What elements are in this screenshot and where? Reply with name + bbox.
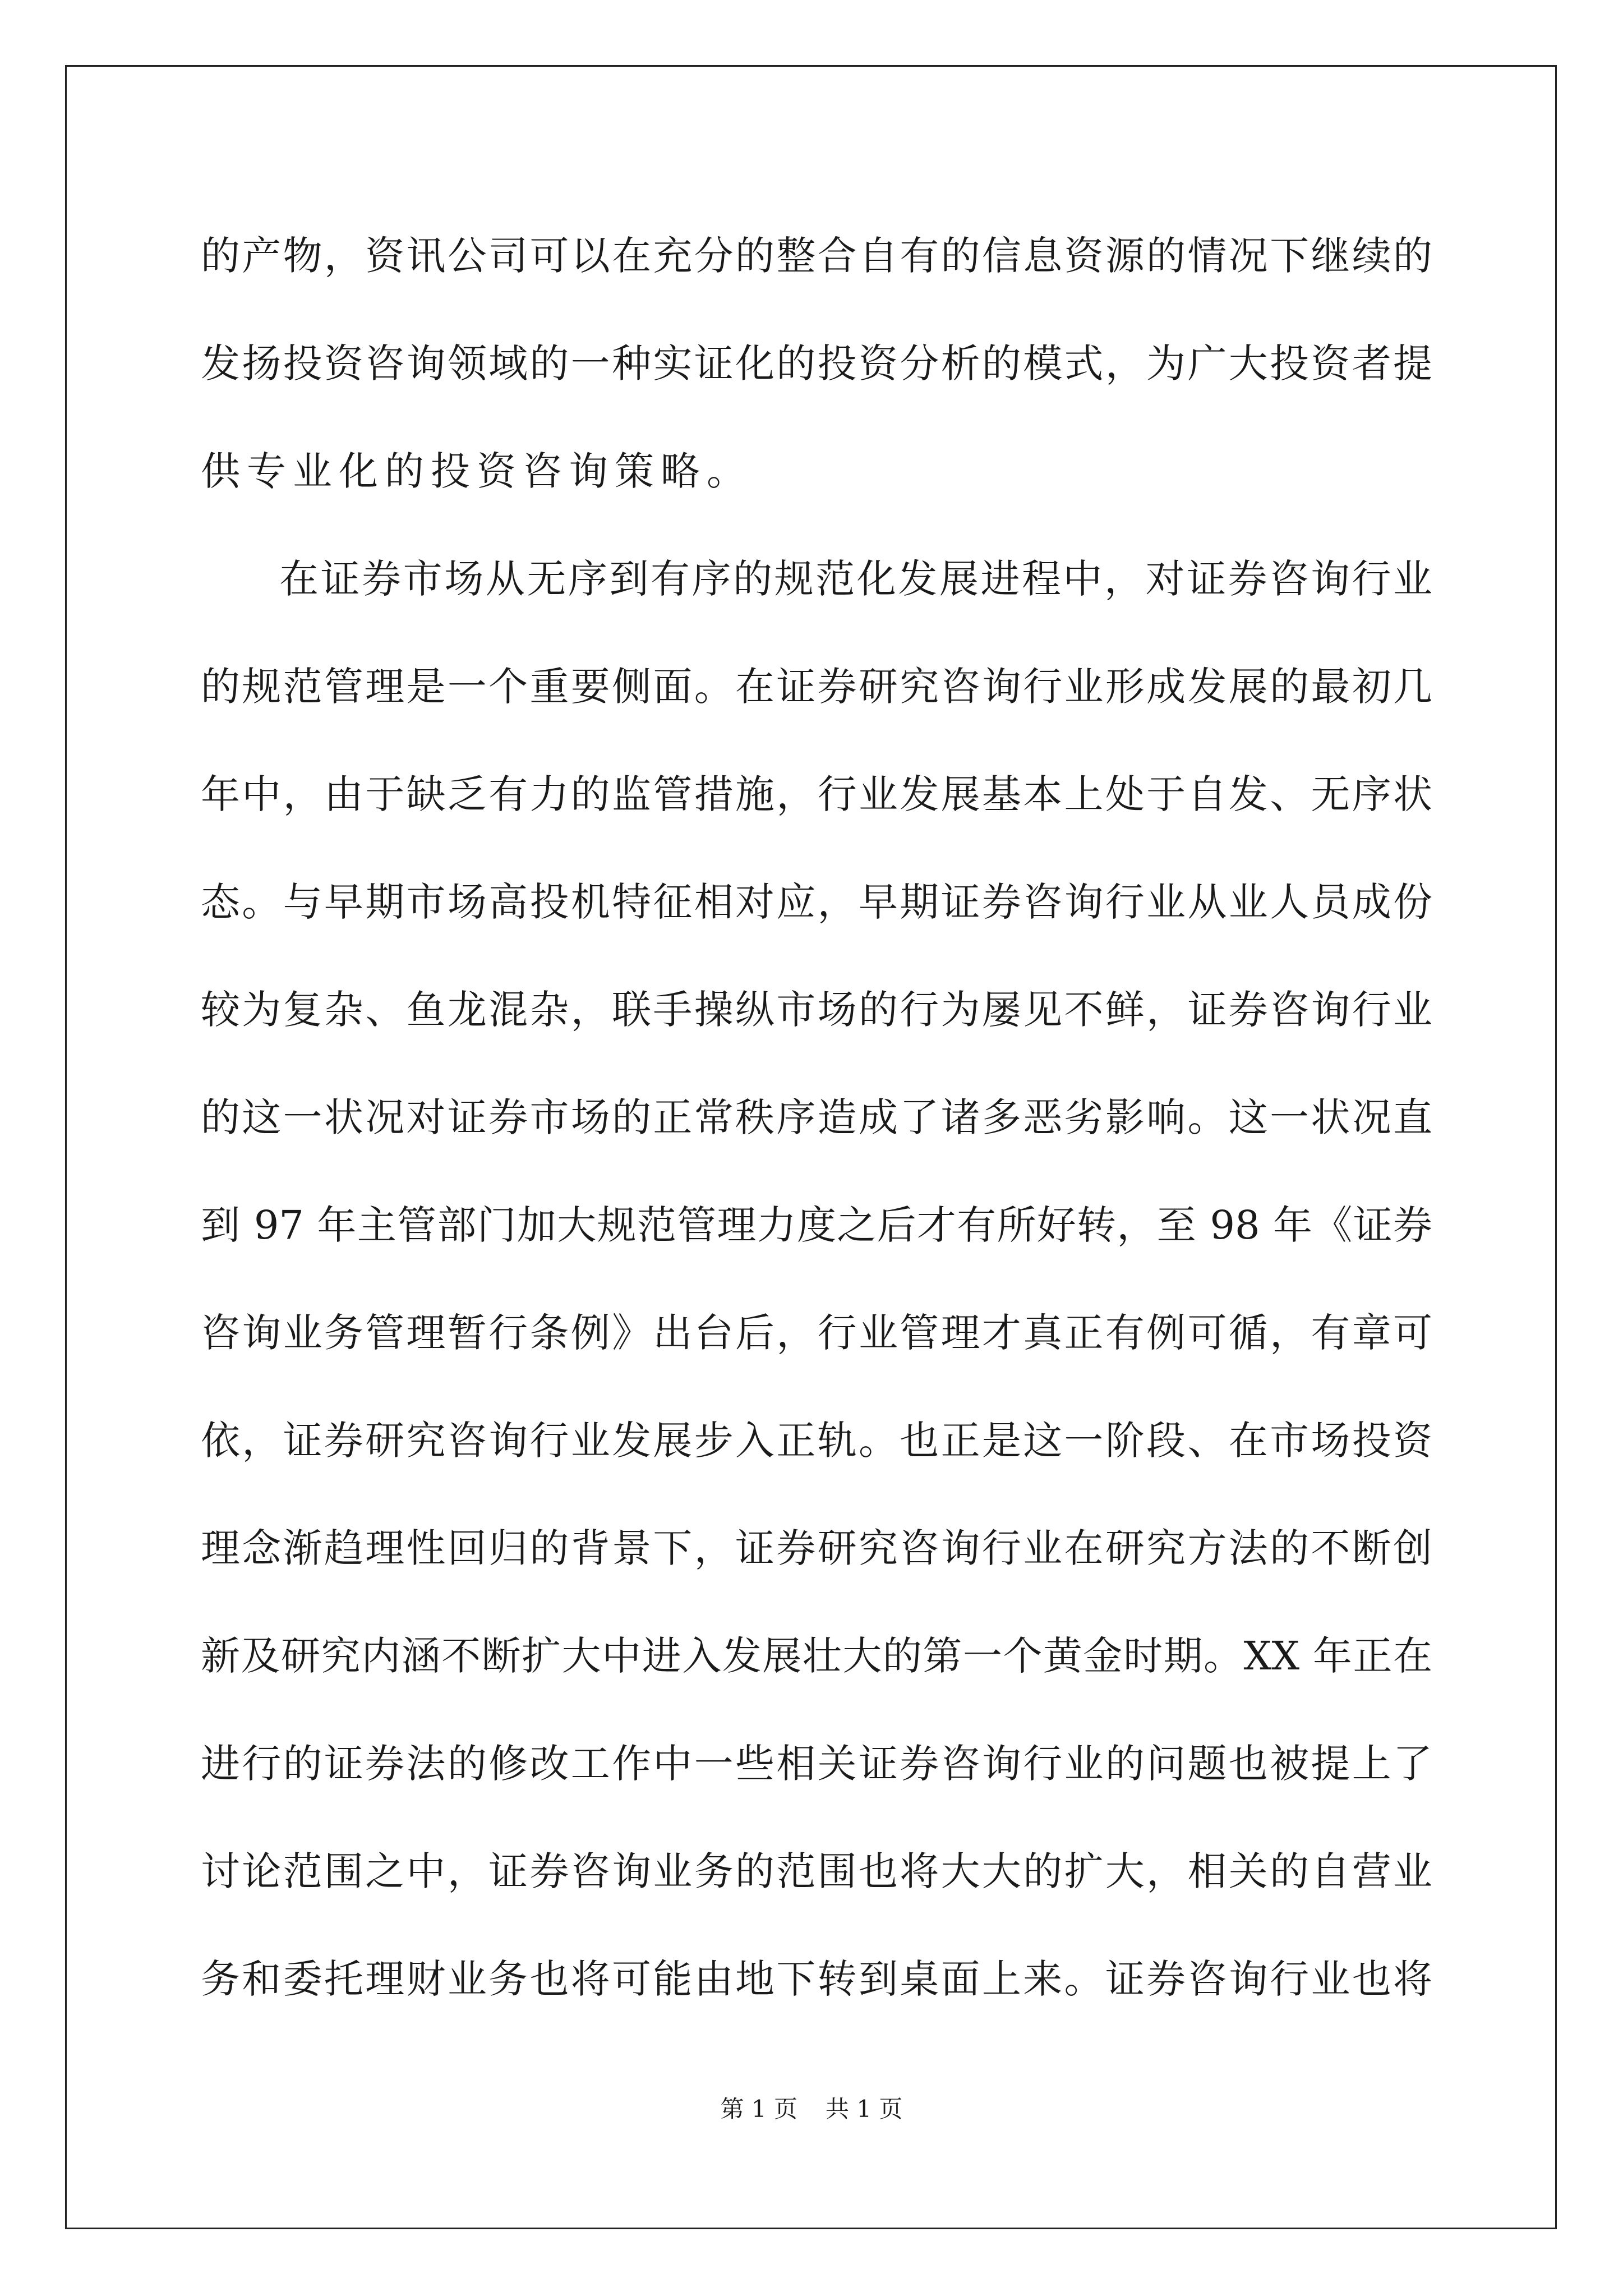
text-line: 态。与早期市场高投机特征相对应，早期证券咨询行业从业人员成份 bbox=[201, 879, 1432, 925]
text-line: 在证券市场从无序到有序的规范化发展进程中，对证券咨询行业 bbox=[279, 556, 1432, 602]
page-footer bbox=[0, 2095, 1623, 2123]
text-line: 依，证券研究咨询行业发展步入正轨。也正是这一阶段、在市场投资 bbox=[201, 1418, 1432, 1464]
text-line: 新及研究内涵不断扩大中进入发展壮大的第一个黄金时期。XX 年正在 bbox=[201, 1633, 1432, 1679]
text-line: 进行的证券法的修改工作中一些相关证券咨询行业的问题也被提上了 bbox=[201, 1741, 1432, 1787]
text-line: 的规范管理是一个重要侧面。在证券研究咨询行业形成发展的最初几 bbox=[201, 664, 1432, 710]
text-line: 咨询业务管理暂行条例》出台后，行业管理才真正有例可循，有章可 bbox=[201, 1310, 1432, 1356]
text-line: 较为复杂、鱼龙混杂，联手操纵市场的行为屡见不鲜，证券咨询行业 bbox=[201, 987, 1432, 1033]
text-line: 供专业化的投资咨询策略。 bbox=[201, 448, 753, 494]
page-number: 第 1 页 bbox=[720, 2095, 797, 2123]
document-body bbox=[201, 202, 1432, 2033]
text-line: 理念渐趋理性回归的背景下，证券研究咨询行业在研究方法的不断创 bbox=[201, 1525, 1432, 1571]
text-line: 讨论范围之中，证券咨询业务的范围也将大大的扩大，相关的自营业 bbox=[201, 1848, 1432, 1894]
text-line: 的这一状况对证券市场的正常秩序造成了诸多恶劣影响。这一状况直 bbox=[201, 1094, 1432, 1140]
text-line: 发扬投资咨询领域的一种实证化的投资分析的模式，为广大投资者提 bbox=[201, 341, 1432, 386]
text-line: 到 97 年主管部门加大规范管理力度之后才有所好转，至 98 年《证券 bbox=[201, 1202, 1432, 1248]
text-line: 年中，由于缺乏有力的监管措施，行业发展基本上处于自发、无序状 bbox=[201, 771, 1432, 817]
text-line: 的产物，资讯公司可以在充分的整合自有的信息资源的情况下继续的 bbox=[201, 233, 1432, 279]
page-total: 共 1 页 bbox=[826, 2095, 903, 2123]
text-line: 务和委托理财业务也将可能由地下转到桌面上来。证券咨询行业也将 bbox=[201, 1956, 1432, 2002]
